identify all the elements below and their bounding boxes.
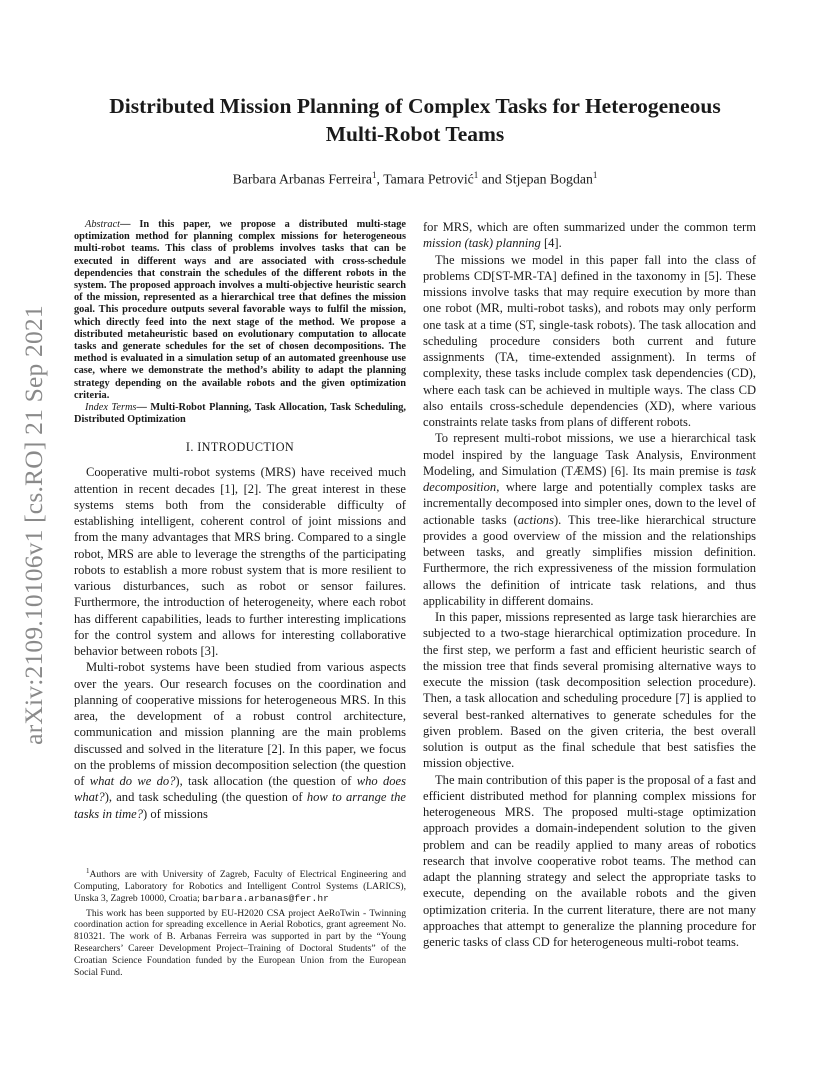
text-run: To represent multi-robot missions, we use a hierarchical task model inspired by the language Task Analysis, Environment Modeling, and Simulation (TÆMS) [6]. Its main premise is [423,431,756,478]
paragraph: The main contribution of this paper is the proposal of a fast and efficient distributed method for planning complex missions for heterogeneous MRS. The proposed multi-stage optimization approach provides a domain-independent solution to the given problem and can be readily applied to many areas of robotics research that involve cooperative robot teams. The method can adapt the planning strategy and select the appropriate tasks to execute, depending on the available robots and the given optimization criteria. In the current literature, there are not many approaches that attempt to generalize the planning procedure for generic tasks of class CD for heterogeneous multi-robot teams. [423,772,756,949]
affiliation-mark: 1 [473,170,479,180]
arxiv-sidebar-stamp [12,290,56,760]
author-separator: and [478,171,506,187]
paragraph [423,219,756,252]
paragraph: Cooperative multi-robot systems (MRS) have received much attention in recent decades [1], [2]. The great interest in these systems stems both from the considerable difficulty of establishing intelligent, coherent control of joint missions and from the many advantages that MRS bring. Compared to a single robot, MRS are able to leverage the strengths of the participating robots to establish a more robust system that is more resilient to various disturbances, such as robot or sensor failures. Furthermore, the introduction of heterogeneity, where each robot has different capabilities, leads to further interesting implications for the control system and allows for interesting collaborative behavior between robots [3]. [74,465,406,659]
abstract [74,219,406,402]
text-run: for MRS, which are often summarized under the common term [423,220,756,234]
emphasis: what do we do? [89,774,176,789]
emphasis: actions [517,512,554,527]
emphasis: how to arrange the tasks in time? [74,790,406,821]
title-line-1: Distributed Mission Planning of Complex Tasks for Heterogeneous [109,94,721,118]
emphasis: task decomposition [423,463,756,494]
affiliation-mark: 1 [592,170,598,180]
affiliation-mark: 1 [372,170,377,180]
footnote-mark: 1 [86,867,90,875]
text-run: ). This tree-like hierarchical structure provides a good overview of the mission and the relationships between tasks, and greatly simplifies mission definition. Furthermore, the rich expressiveness of the mission formulation allows the definition of intricate task relations, and thus applicability in different domains. [423,512,756,608]
index-terms-label: Index Terms [85,402,137,414]
footnote-affiliation [74,866,406,905]
text-run: ) of missions [143,806,208,821]
index-terms [74,402,406,426]
emphasis: mission (task) planning [423,236,541,251]
left-column [74,219,406,822]
author-separator: , [376,171,384,187]
author-name: Stjepan Bogdan [505,171,593,187]
text-run: , where large and potentially complex tasks are incrementally decomposed into simpler ones, down to the level of actionable tasks ( [423,480,756,527]
text-run: [4]. [540,236,562,251]
text-run: Multi-robot systems have been studied from various aspects over the years. Our research focuses on the coordination and planning of cooperative missions for heterogeneous MRS. In this area, the development of a robust control architecture, communication and mission planning are the main problems discussed and solved in the literature [2]. In this paper, we focus on the problems of mission decomposition selection (the question of [74,660,406,789]
section-heading-introduction: I. INTRODUCTION [185,440,295,455]
text-run: ), task allocation (the question of [175,774,357,789]
abstract-label: Abstract [85,219,121,230]
title-line-2: Multi-Robot Teams [325,122,505,146]
paragraph: In this paper, missions represented as large task hierarchies are subjected to a two-stage hierarchical optimization procedure. In the first step, we perform a fast and efficient heuristic search of the mission tree that finds several promising alternative ways to execute the mission (task decomposition selection procedure). Then, a task allocation and scheduling procedure [7] is applied to several best-ranked alternatives to generate schedules for the given problem. Based on the given criteria, the best overall solution is output as the final schedule that best satisfies the mission objective. [423,610,756,771]
introduction-body [74,464,406,822]
emphasis: who does what? [74,774,406,805]
index-terms-text: Multi-Robot Planning, Task Allocation, Task Scheduling, Distributed Optimization [74,402,406,426]
abstract-text: In this paper, we propose a distributed multi-stage optimization method for planning complex missions for heterogeneous multi-robot teams. This class of problems involves tasks that can be executed in different ways and are associated with cross-schedule dependencies that constrain the schedules of the different robots in the system. The proposed approach involves a multi-objective heuristic search of the mission, represented as a hierarchical tree that defines the mission goal. This procedure outputs several favorable ways to fulfil the mission, which directly feed into the next stage of the method. We propose a distributed metaheuristic based on evolutionary computation to allocate tasks and generate schedules for the set of chosen decompositions. The method is evaluated in a simulation setup of an automated greenhouse use case, where we demonstrate the method’s ability to adapt the planning strategy depending on the available robots and the given optimization criteria. [74,219,406,401]
text-run: ), and task scheduling (the question of [104,790,307,805]
paragraph: The missions we model in this paper fall into the class of problems CD[ST-MR-TA] defined in the taxonomy in [5]. These missions involve tasks that may require execution by more than one robot (MR, multi-robot tasks), and robots may only perform one task at a time (ST, single-task robots). The task allocation and scheduling procedure considers both current and future assignments (TA, time-extended assignment). In terms of complexity, these tasks include complex task dependencies (CD), where each task can be achieved in multiple ways. The class CD also entails cross-schedule dependencies (XD), where various constraints relate tasks from plans of different robots. [423,252,756,429]
footnote-funding: This work has been supported by EU-H2020 CSA project AeRoTwin - Twinning coordination action for spreading excellence in Aerial Robotics, grant agreement No. 810321. The work of B. Arbanas Ferreira was supported in part by the “Young Researchers’ Career Development Project–Training of Doctoral Students” of the Croatian Science Foundation funded by the European Union from the European Social Fund. [74,907,406,978]
arxiv-identifier[interactable]: arXiv:2109.10106v1 [cs.RO] 21 Sep 2021 [19,305,48,745]
right-column [423,219,756,950]
author-list [80,170,750,188]
author-email-link[interactable]: barbara.arbanas@fer.hr [202,892,329,904]
author-name: Barbara Arbanas Ferreira [232,171,373,187]
abstract-dash: — [120,219,140,230]
footnote-text: Authors are with University of Zagreb, Faculty of Electrical Engineering and Computing, Laboratory for Robotics and Intelligent Control Systems (LARICS), Unska 3, Zagreb 10000, Croatia; [74,869,406,904]
footnotes [74,866,406,981]
author-name: Tamara Petrović [383,171,474,187]
paragraph [423,430,756,609]
index-terms-dash: — [136,402,151,414]
paper-title [80,92,750,148]
paragraph [74,659,406,822]
